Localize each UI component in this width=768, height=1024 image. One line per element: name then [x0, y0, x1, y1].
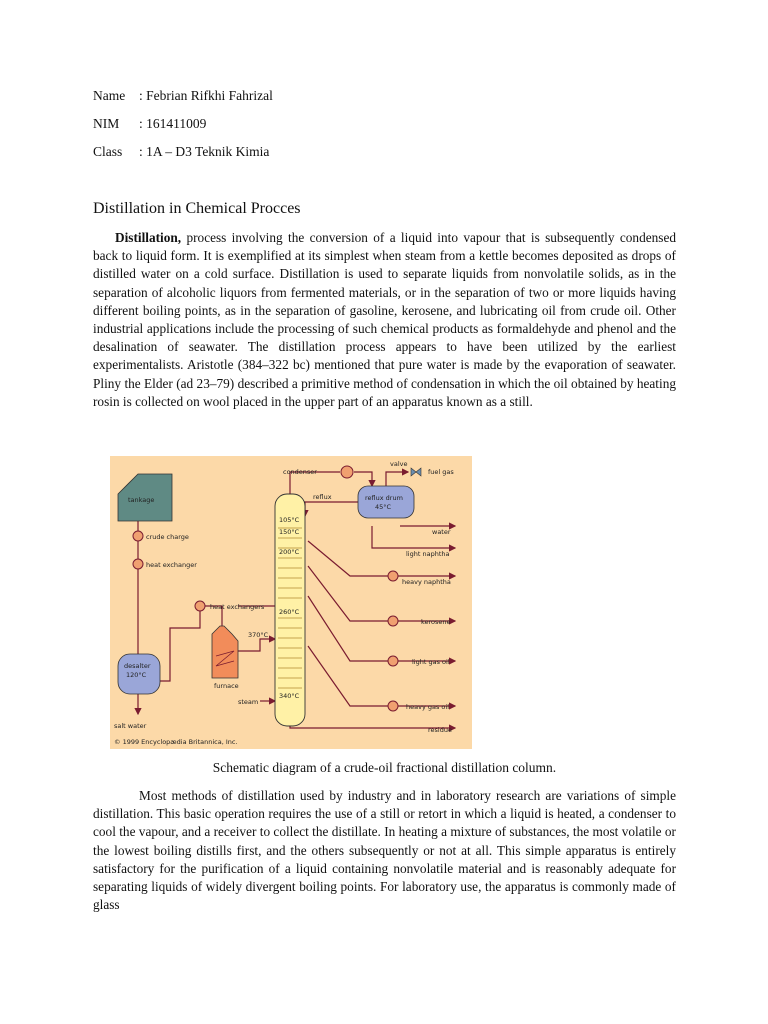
heavy-gas-oil-label: heavy gas oil [406, 703, 450, 711]
nim-key: NIM [93, 116, 120, 131]
salt-water-label: salt water [114, 722, 147, 730]
nim-value: : 161411009 [139, 116, 207, 131]
reflux-line [305, 502, 366, 516]
valve-label: valve [390, 460, 408, 468]
name-value: : Febrian Rifkhi Fahrizal [139, 88, 273, 103]
light-gas-oil-cooler-icon [388, 656, 398, 666]
crude-charge-label: crude charge [146, 533, 189, 541]
heavy-gas-oil-cooler-icon [388, 701, 398, 711]
condenser-label: condenser [283, 468, 317, 476]
class-value: : 1A – D3 Teknik Kimia [139, 144, 270, 159]
temp-200-label: 200°C [279, 548, 300, 556]
distillation-diagram [110, 456, 472, 749]
kerosene-line [308, 566, 455, 621]
reflux-drum-icon [358, 486, 414, 518]
heat-exchangers-label: heat exchangers [210, 603, 265, 611]
paragraph-1-text: process involving the conversion of a liquid into vapour that is subsequently condensed back to liquid form. It is exemplified at its simplest when steam from a kettle becomes deposited as drops of distilled water on a cold surface. Distillation is used to separate liquids from nonvolatile solids, as in the separation of alcoholic liquors from fermented materials, or in the separation of two or more liquids having different boiling points, as in the separation of gasoline, kerosene, and lubricating oil from crude oil. Other industrial applications include the processing of such chemical products as formaldehyde and phenol and the desalination of seawater. The distillation process appears to have been utilized by the earliest experimentalists. Aristotle (384–322 bc) mentioned that pure water is made by the evaporation of seawater. Pliny the Elder (ad 23–79) described a primitive method of condensation in which the oil obtained by heating rosin is collected on wool placed in the upper part of an apparatus known as a still. [93, 230, 676, 409]
temp-260-label: 260°C [279, 608, 300, 616]
class-key: Class [93, 144, 123, 159]
residue-label: residue [428, 726, 452, 734]
temp-105-label: 105°C [279, 516, 300, 524]
heavy-naphtha-label: heavy naphtha [402, 578, 451, 586]
light-gas-oil-line [308, 596, 455, 661]
furnace-label: furnace [214, 682, 239, 690]
figure-caption: Schematic diagram of a crude-oil fractional distillation column. [212, 760, 557, 775]
light-gas-oil-label: light gas oil [412, 658, 450, 666]
condenser-to-drum-line [354, 472, 372, 486]
nim-row [93, 116, 206, 132]
heavy-naphtha-cooler-icon [388, 571, 398, 581]
heavy-naphtha-line [308, 541, 455, 576]
paragraph-2-text: Most methods of distillation used by industry and in laboratory research are variations of simple distillation. This basic operation requires the use of a still or retort in which a liquid is heated, a condenser to cool the vapour, and a receiver to collect the distillate. In heating a mixture of substances, the most volatile or the lowest boiling distills first, and the others subsequently or not at all. This simple apparatus is entirely satisfactory for the purification of a liquid containing nonvolatile material and is reasonably adequate for separating liquids of widely divergent boiling points. For laboratory use, the apparatus is commonly made of glass [93, 788, 676, 913]
heat-exchanger-icon [133, 559, 143, 569]
name-key: Name [93, 88, 126, 103]
furnace-icon [212, 626, 238, 678]
fuel-gas-line [386, 472, 408, 486]
fuel-gas-label: fuel gas [428, 468, 454, 476]
valve-icon [411, 468, 421, 476]
light-naphtha-label: light naphtha [406, 550, 450, 558]
heavy-gas-oil-line [308, 646, 455, 706]
temp-150-label: 150°C [279, 528, 300, 536]
desalter-label: desalter [124, 662, 151, 670]
kerosene-label: kerosene [421, 618, 451, 626]
condenser-icon [341, 466, 353, 478]
temp-370-label: 370°C [248, 631, 269, 639]
copyright-label: © 1999 Encyclopædia Britannica, Inc. [114, 738, 238, 746]
kerosene-cooler-icon [388, 616, 398, 626]
paragraph-2 [93, 787, 676, 914]
reflux-drum-temp-label: 45°C [375, 503, 392, 511]
distillation-schematic [110, 456, 472, 749]
reflux-drum-label: reflux drum [365, 494, 403, 502]
name-row [93, 88, 273, 104]
heat-exchangers-icon [195, 601, 205, 611]
crude-charge-pump-icon [133, 531, 143, 541]
tankage-label: tankage [128, 496, 155, 504]
furnace-outlet-line [238, 639, 275, 651]
paragraph-1 [93, 229, 676, 411]
steam-label: steam [238, 698, 259, 706]
water-label: water [432, 528, 451, 536]
heat-exchanger-label: heat exchanger [146, 561, 197, 569]
class-row [93, 144, 269, 160]
section-heading: Distillation in Chemical Procces [93, 200, 301, 217]
desalter-temp-label: 120°C [126, 671, 147, 679]
reflux-label: reflux [313, 493, 332, 501]
temp-340-label: 340°C [279, 692, 300, 700]
paragraph-1-bold-term: Distillation, [115, 230, 182, 245]
